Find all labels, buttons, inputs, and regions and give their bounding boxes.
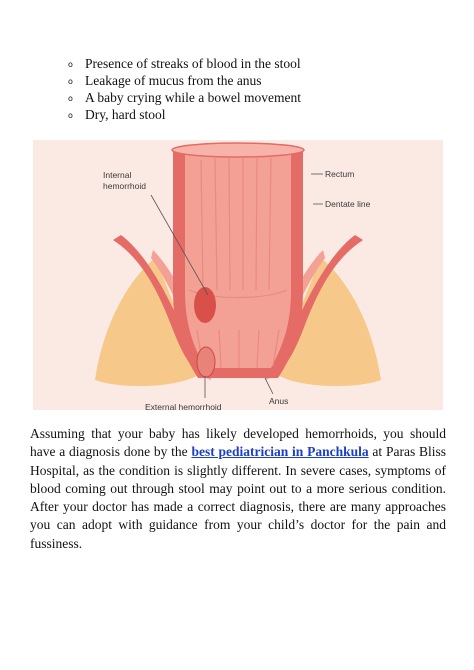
bullet-marker: o	[68, 77, 73, 86]
list-item	[68, 72, 301, 89]
label-internal-hemorrhoid-2: hemorrhoid	[103, 181, 146, 191]
label-anus: Anus	[269, 396, 289, 406]
rectum-opening	[172, 143, 304, 157]
symptom-list	[68, 55, 301, 123]
anatomy-illustration	[33, 140, 443, 410]
body-paragraph	[30, 425, 446, 553]
list-item	[68, 55, 301, 72]
label-internal-hemorrhoid: Internal	[103, 170, 132, 180]
external-hemorrhoid	[197, 347, 215, 377]
bullet-marker: o	[68, 60, 73, 69]
bullet-marker: o	[68, 94, 73, 103]
hemorrhoid-diagram	[33, 140, 443, 410]
paragraph-text-1: Assuming that your baby has likely developed hemorrhoids, you should have a diagnosis done by the	[30, 426, 446, 460]
label-rectum: Rectum	[325, 169, 355, 179]
list-item-text: Leakage of mucus from the anus	[85, 73, 262, 88]
pediatrician-link[interactable]: best pediatrician in Panchkula	[191, 444, 369, 460]
list-item-text: Dry, hard stool	[85, 107, 166, 122]
list-item-text: A baby crying while a bowel movement	[85, 90, 301, 105]
label-external-hemorrhoid: External hemorrhoid	[145, 402, 222, 410]
label-dentate-line: Dentate line	[325, 199, 371, 209]
list-item	[68, 106, 301, 123]
list-item-text: Presence of streaks of blood in the stool	[85, 56, 301, 71]
internal-hemorrhoid	[194, 287, 216, 323]
list-item	[68, 89, 301, 106]
bullet-marker: o	[68, 111, 73, 120]
paragraph-text-2: at Paras Bliss Hospital, as the condition is slightly different. In severe cases, symptoms of blood coming out through stool may point out to a more serious condition. After your doctor has made a correct diagnosis, there are many approaches you can adopt with guidance from your child’s doctor for the pain and fussiness.	[30, 444, 446, 551]
